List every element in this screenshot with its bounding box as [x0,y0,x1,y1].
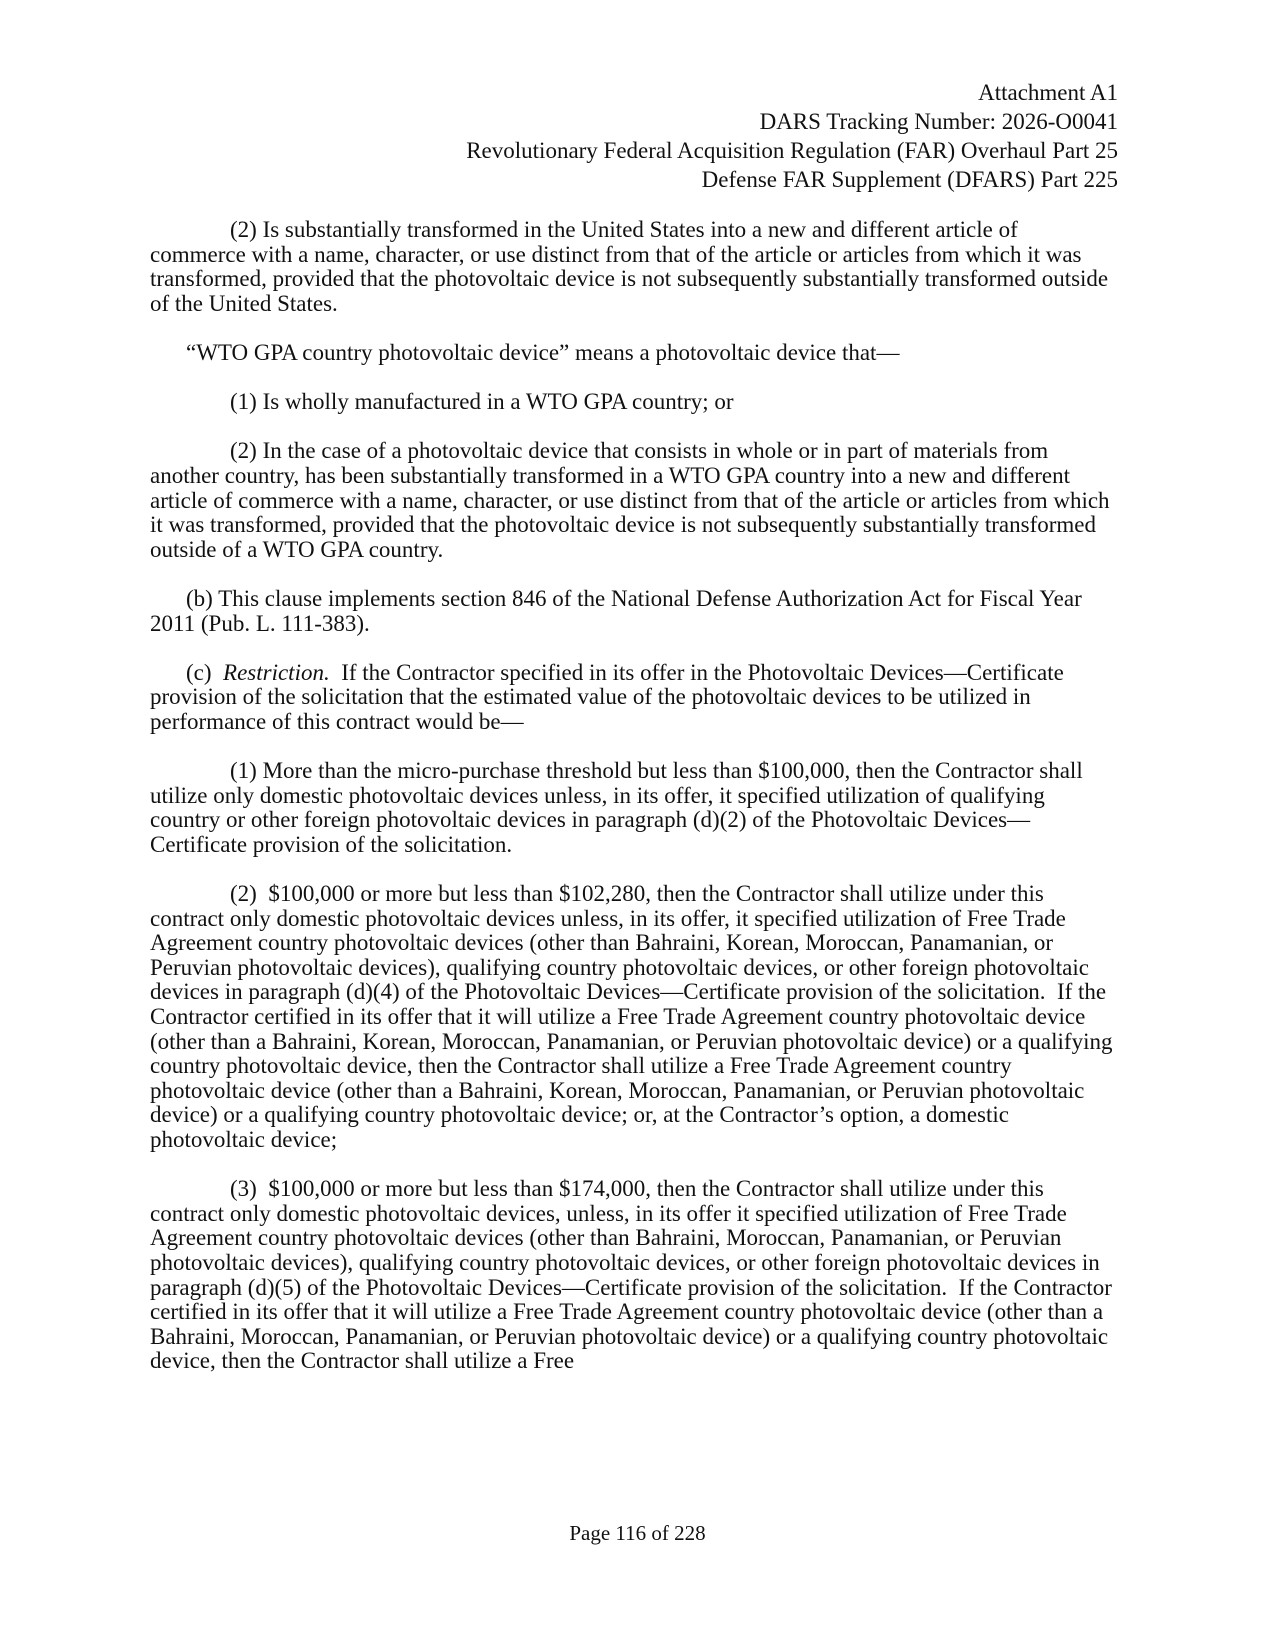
paragraph-b: (b) This clause implements section 846 of the National Defense Authorization Act for Fiscal Year 2011 (Pub. L. 111-383). [150,585,1082,636]
paragraph-c1: (1) More than the micro-purchase threshold but less than $100,000, then the Contractor shall utilize only domestic photovoltaic devices unless, in its offer, it specified utilization of qualifying country or other foreign photovoltaic devices in paragraph (d)(2) of the Photovoltaic Devices—Certificate provision of the solicitation. [150,758,1083,857]
header-tracking-number: DARS Tracking Number: 2026-O0041 [759,109,1118,134]
paragraph-c2: (2) $100,000 or more but less than $102,280, then the Contractor shall utilize under this contract only domestic photovoltaic devices unless, in its offer, it specified utilization of Free Trade Agreement country photovoltaic devices (other than Bahraini, Korean, Moroccan, Panamanian, or Peruvian photovoltaic devices), qualifying country photovoltaic devices, or other foreign photovoltaic devices in paragraph (d)(4) of the Photovoltaic Devices—Certificate provision of the solicitation. If the Contractor certified in its offer that it will utilize a Free Trade Agreement country photovoltaic device (other than a Bahraini, Korean, Moroccan, Panamanian, or Peruvian photovoltaic device) or a qualifying country photovoltaic device, then the Contractor shall utilize a Free Trade Agreement country photovoltaic device (other than a Bahraini, Korean, Moroccan, Panamanian, or Peruvian photovoltaic device) or a qualifying country photovoltaic device; or, at the Contractor’s option, a domestic photovoltaic device; [150,881,1119,1152]
page-number: Page 116 of 228 [569,1521,706,1545]
document-page [150,78,1118,1399]
paragraph-c3: (3) $100,000 or more but less than $174,000, then the Contractor shall utilize under this contract only domestic photovoltaic devices, unless, in its offer it specified utilization of Free Trade Agreement country photovoltaic devices (other than Bahraini, Moroccan, Panamanian, or Peruvian photovoltaic devices), qualifying country photovoltaic devices, or other foreign photovoltaic devices in paragraph (d)(5) of the Photovoltaic Devices—Certificate provision of the solicitation. If the Contractor certified in its offer that it will utilize a Free Trade Agreement country photovoltaic device (other than a Bahraini, Moroccan, Panamanian, or Peruvian photovoltaic device) or a qualifying country photovoltaic device, then the Contractor shall utilize a Free [150,1176,1118,1374]
document-header [150,78,1118,194]
definition-wto-gpa-device: “WTO GPA country photovoltaic device” means a photovoltaic device that— [186,339,900,365]
header-attachment: Attachment A1 [978,80,1118,105]
paragraph-c-text: If the Contractor specified in its offer in the Photovoltaic Devices—Certificate provision of the solicitation that the estimated value of the photovoltaic devices to be utilized in performance of this contract would be— [150,659,1070,734]
header-dfars-part: Defense FAR Supplement (DFARS) Part 225 [701,167,1118,192]
paragraph-c-label: (c) [186,659,224,685]
paragraph-wto-2: (2) In the case of a photovoltaic device that consists in whole or in part of materials from another country, has been substantially transformed in a WTO GPA country into a new and different article of commerce with a name, character, or use distinct from that of the article or articles from which it was transformed, provided that the photovoltaic device is not subsequently substantially transformed outside of a WTO GPA country. [150,438,1110,562]
paragraph-c-restriction [150,661,1118,735]
restriction-heading: Restriction. [223,659,330,685]
paragraph-wto-1: (1) Is wholly manufactured in a WTO GPA country; or [230,389,734,415]
header-far-part: Revolutionary Federal Acquisition Regulation (FAR) Overhaul Part 25 [466,138,1118,163]
paragraph-a2-transformed-us: (2) Is substantially transformed in the United States into a new and different article of commerce with a name, character, or use distinct from that of the article or articles from which it was transformed, provided that the photovoltaic device is not subsequently substantially transformed outside of the United States. [150,217,1109,316]
